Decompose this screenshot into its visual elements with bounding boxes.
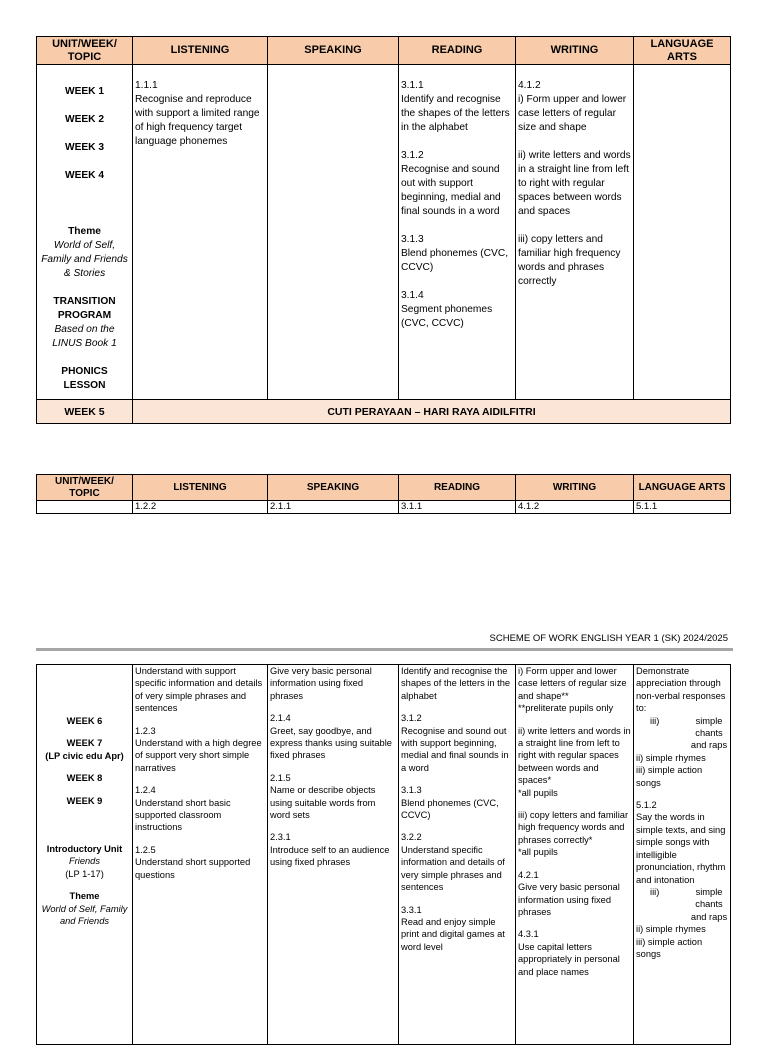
theme-label: Theme: [69, 891, 100, 902]
skill-code: 4.2.1: [518, 869, 539, 880]
header-listening: LISTENING: [133, 37, 268, 65]
header-unit: UNIT/WEEK/ TOPIC: [37, 37, 133, 65]
skill-text: Understand short supported questions: [135, 857, 251, 880]
skill-text: Blend phonemes (CVC, CCVC): [401, 248, 509, 273]
reading-cell: [399, 665, 516, 1045]
listening-code: 1.2.2: [133, 501, 268, 514]
skill-code: 1.1.1: [135, 80, 158, 91]
skill-code: 4.1.2: [518, 80, 541, 91]
unit-name: Friends: [68, 856, 100, 867]
skill-code: 3.1.3: [401, 785, 422, 796]
header-listening: LISTENING: [133, 475, 268, 501]
week-label: WEEK 6: [66, 716, 103, 726]
skill-text: Understand short basic supported classroom instructions: [135, 797, 231, 833]
theme-label: Theme: [68, 226, 101, 237]
header-language-arts: LANGUAGE ARTS: [634, 475, 731, 501]
header-speaking: SPEAKING: [268, 37, 399, 65]
skill-text: Understand with a high degree of support very short simple narratives: [135, 738, 262, 773]
skill-note: *all pupils: [518, 847, 558, 858]
skill-text: Understand specific information and details of very simple phrases and sentences: [401, 844, 505, 893]
skill-text: i) Form upper and lower case letters of regular size and shape**: [518, 666, 627, 701]
skill-text: iii) simple action songs: [636, 936, 703, 959]
skill-text: simple chants and raps: [690, 715, 728, 751]
skill-code: 1.2.3: [135, 725, 156, 736]
skill-code: 1.2.4: [135, 785, 156, 796]
skill-text: Introduce self to an audience using fixed phrases: [270, 844, 390, 868]
skill-text: iii) copy letters and familiar high frequency words and phrases correctly*: [518, 810, 629, 845]
skill-text: Identify and recognise the shapes of the letters in the alphabet: [401, 666, 511, 701]
header-reading: READING: [399, 37, 516, 65]
week5-label: WEEK 5: [37, 400, 133, 424]
theme-value: World of Self, Family and Friends: [41, 903, 128, 927]
holiday-text: CUTI PERAYAAN – HARI RAYA AIDILFITRI: [133, 400, 731, 424]
theme-value: World of Self, Family and Friends & Stories: [41, 240, 128, 279]
skill-text: Recognise and reproduce with support a limited range of high frequency target language phonemes: [135, 94, 260, 147]
unit-cell: [37, 501, 133, 514]
unit-label: Introductory Unit: [46, 844, 123, 855]
table-row: [37, 501, 731, 514]
page-header: SCHEME OF WORK ENGLISH YEAR 1 (SK) 2024/2025: [489, 633, 728, 644]
skill-text: Read and enjoy simple print and digital games at word level: [401, 916, 505, 952]
header-speaking: SPEAKING: [268, 475, 399, 501]
week-label: WEEK 2: [64, 114, 105, 125]
skill-text: Understand with support specific information and details of very simple phrases and sentences: [135, 666, 263, 714]
unit-cell: [37, 65, 133, 400]
header-row: [37, 37, 731, 65]
skill-code: 2.1.4: [270, 713, 291, 724]
language-arts-code: 5.1.1: [634, 501, 731, 514]
skill-text: Name or describe objects using suitable words from word sets: [270, 785, 376, 821]
transition-note: Based on the LINUS Book 1: [52, 324, 117, 349]
skill-text: Greet, say goodbye, and express thanks using suitable fixed phrases: [270, 725, 392, 761]
skill-text: Recognise and sound out with support beginning, medial and final sounds in a word: [401, 725, 509, 773]
week-label: WEEK 9: [66, 795, 103, 806]
language-arts-cell: [634, 65, 731, 400]
skill-code: 3.1.2: [401, 150, 424, 161]
skill-text: Recognise and sound out with support beginning, medial and final sounds in a word: [401, 164, 501, 217]
skill-code: 3.1.4: [401, 290, 424, 301]
skill-text: iii) simple action songs: [636, 765, 703, 788]
skill-text: i) Form upper and lower case letters of regular size and shape: [518, 94, 627, 133]
week-label: WEEK 4: [64, 170, 105, 181]
phonics-label: PHONICS LESSON: [61, 366, 108, 391]
list-item: [636, 715, 728, 752]
skill-text: simple chants and raps: [690, 886, 728, 922]
skill-text: ii) write letters and words in a straight line from left to right with regular spaces between words and spaces: [518, 150, 631, 217]
skill-text: Identify and recognise the shapes of the letters in the alphabet: [401, 94, 510, 133]
roman-numeral: iii): [650, 886, 660, 897]
skill-text: Segment phonemes (CVC, CCVC): [401, 304, 493, 329]
table-row-week5: [37, 400, 731, 424]
header-writing: WRITING: [516, 37, 634, 65]
skill-code: 3.3.1: [401, 904, 422, 915]
skill-code: 5.1.2: [636, 800, 657, 811]
skill-code: 3.1.3: [401, 234, 424, 245]
skill-code: 2.3.1: [270, 832, 291, 843]
sow-table-weeks-1-5: [36, 36, 731, 424]
speaking-cell: [268, 665, 399, 1045]
skill-code: 4.3.1: [518, 929, 539, 940]
header-reading: READING: [399, 475, 516, 501]
speaking-code: 2.1.1: [268, 501, 399, 514]
unit-lp: (LP 1-17): [65, 868, 104, 879]
list-item: [636, 886, 728, 923]
skill-code: 1.2.5: [135, 844, 156, 855]
reading-cell: [399, 65, 516, 400]
speaking-cell: [268, 65, 399, 400]
skill-text: Give very basic personal information using fixed phrases: [518, 882, 620, 917]
week-label: WEEK 8: [66, 773, 103, 784]
skill-text: ii) write letters and words in a straight line from left to right with regular spaces between words and spaces*: [518, 725, 631, 786]
unit-cell: [37, 665, 133, 1045]
transition-label: TRANSITION PROGRAM: [53, 296, 116, 321]
skill-code: 2.1.5: [270, 772, 291, 783]
week-label: WEEK 3: [64, 142, 105, 153]
week-note: (LP civic edu Apr): [45, 750, 124, 761]
header-writing: WRITING: [516, 475, 634, 501]
skill-text: ii) simple rhymes: [636, 924, 706, 935]
table-row: [37, 65, 731, 400]
listening-cell: [133, 65, 268, 400]
sow-table-weeks-6-9: [36, 664, 731, 1045]
sow-table-header-stub: [36, 474, 731, 514]
skill-note: **preliterate pupils only: [518, 703, 614, 714]
header-rule: [36, 648, 733, 651]
skill-text: ii) simple rhymes: [636, 752, 706, 763]
header-language-arts: LANGUAGE ARTS: [634, 37, 731, 65]
writing-cell: [516, 665, 634, 1045]
writing-cell: [516, 65, 634, 400]
skill-text: Blend phonemes (CVC, CCVC): [401, 797, 499, 821]
listening-cell: [133, 665, 268, 1045]
week-label: WEEK 7: [66, 738, 103, 749]
skill-text: iii) copy letters and familiar high frequency words and phrases correctly: [518, 234, 621, 287]
skill-text: Say the words in simple texts, and sing simple songs with intelligible pronunciation, rhythm and intonation: [636, 812, 726, 885]
skill-code: 3.1.2: [401, 713, 422, 724]
roman-numeral: iii): [650, 715, 660, 726]
writing-code: 4.1.2: [516, 501, 634, 514]
week-label: WEEK 1: [64, 86, 105, 97]
skill-text: Demonstrate appreciation through non-verbal responses to:: [636, 666, 726, 714]
skill-note: *all pupils: [518, 787, 558, 798]
skill-text: Give very basic personal information using fixed phrases: [270, 666, 372, 701]
language-arts-cell: [634, 665, 731, 1045]
header-row: [37, 475, 731, 501]
reading-code: 3.1.1: [399, 501, 516, 514]
skill-code: 3.1.1: [401, 80, 424, 91]
table-row: [37, 665, 731, 1045]
skill-code: 3.2.2: [401, 832, 422, 843]
skill-text: Use capital letters appropriately in personal and place names: [518, 941, 620, 977]
header-unit: UNIT/WEEK/ TOPIC: [37, 475, 133, 501]
